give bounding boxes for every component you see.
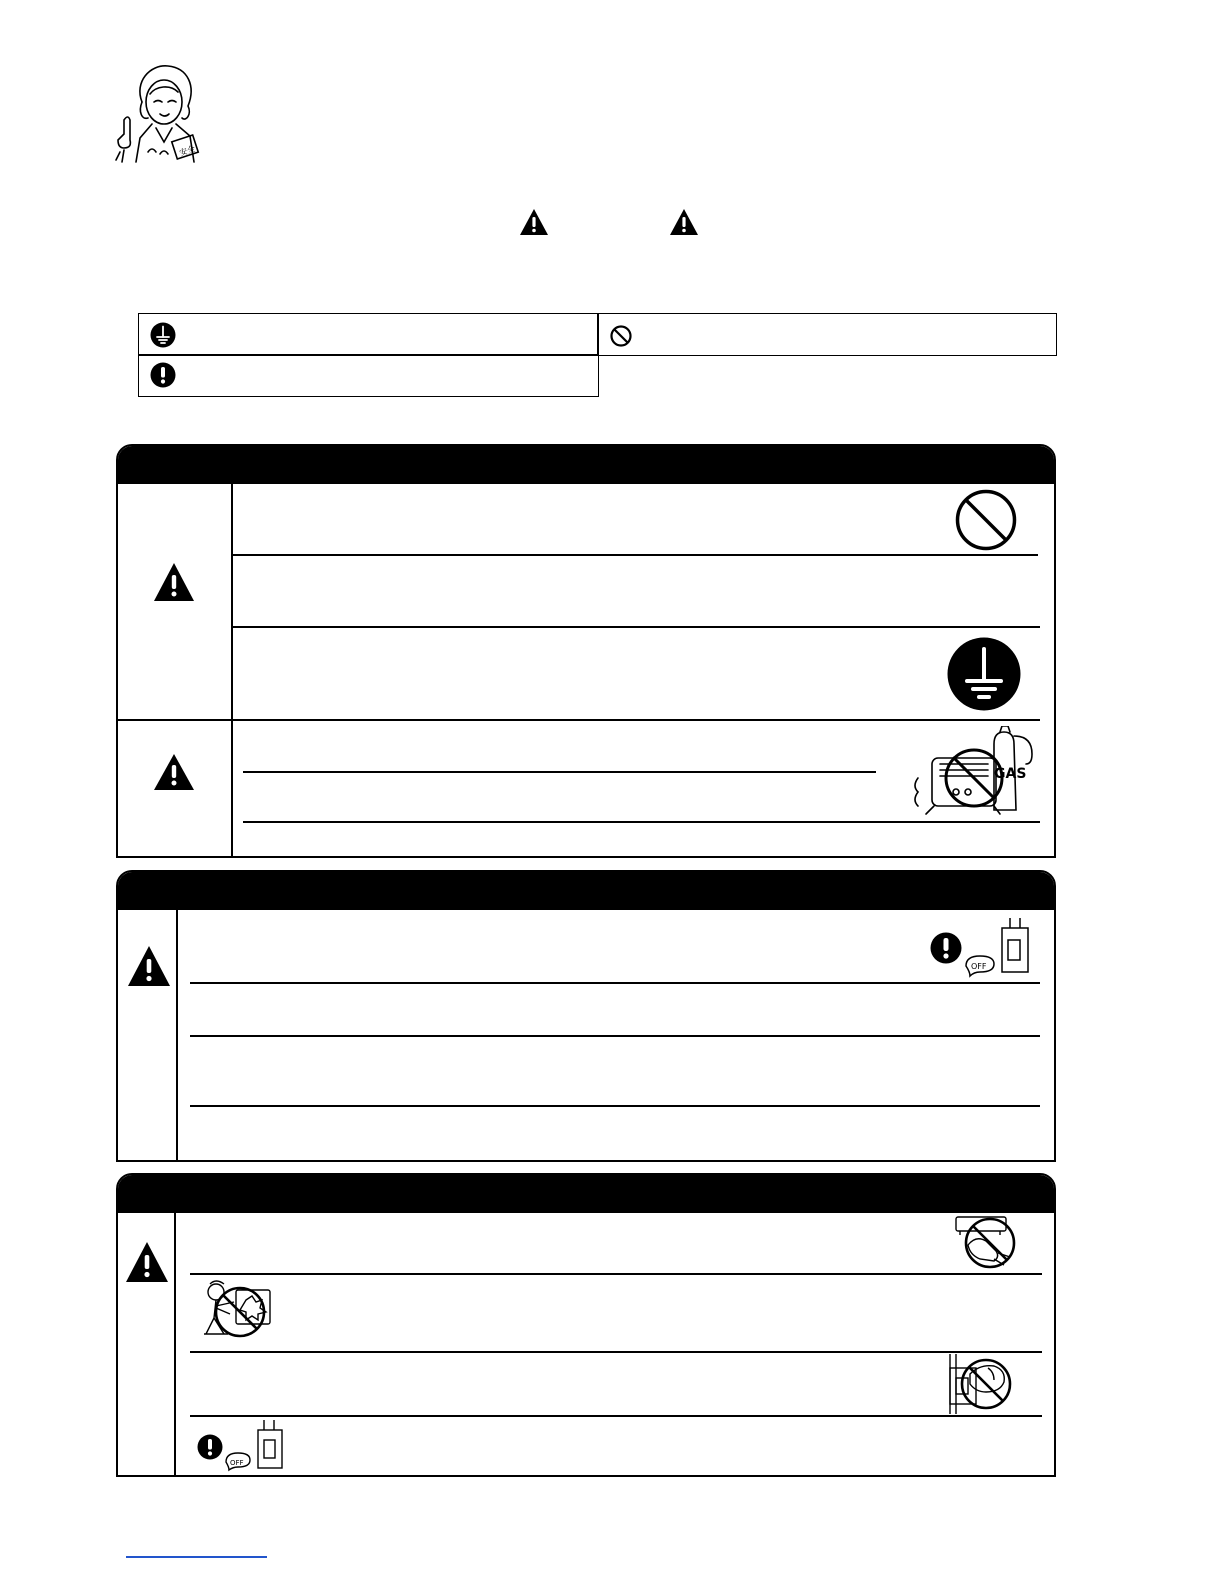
- row-divider: [190, 982, 1040, 984]
- column-divider: [176, 908, 178, 1161]
- character-badge-label: 安全: [178, 144, 197, 158]
- legend-cell-mandatory: [138, 354, 599, 397]
- prohibited-indoor-unit-illustration: [950, 1213, 1022, 1271]
- row-divider: [232, 626, 1040, 628]
- warning-triangle-icon: [127, 945, 171, 987]
- exclamation-circle-icon: [150, 362, 176, 388]
- row-divider: [190, 1273, 1042, 1275]
- gas-label: GAS: [994, 766, 1027, 782]
- row-divider: [118, 719, 1040, 721]
- warning-triangle-icon: [519, 208, 549, 236]
- section-header-bar: [118, 1175, 1054, 1213]
- warning-triangle-icon: [153, 753, 195, 791]
- prohibited-wet-hand-breaker-illustration: [942, 1354, 1024, 1414]
- row-divider: [243, 821, 1040, 823]
- prohibited-circle-icon: [954, 488, 1018, 552]
- prohibited-circle-icon: [610, 325, 632, 347]
- symbol-legend-table: [138, 313, 1057, 397]
- row-divider: [190, 1351, 1042, 1353]
- row-divider: [190, 1035, 1040, 1037]
- section-header-bar: [118, 446, 1054, 484]
- section-header-bar: [118, 872, 1054, 910]
- footer-link-underline: [126, 1556, 267, 1558]
- prohibited-person-illustration: [196, 1278, 278, 1342]
- column-divider: [231, 482, 233, 857]
- legend-cell-ground: [138, 313, 599, 356]
- ground-earth-icon: [947, 637, 1021, 711]
- ground-earth-icon: [150, 322, 176, 348]
- warning-triangle-icon: [669, 208, 699, 236]
- warning-section-electrical: [116, 870, 1056, 1162]
- row-divider: [190, 1415, 1042, 1417]
- gas-cylinder-prohibited-illustration: [904, 726, 1042, 818]
- row-divider: [232, 554, 1038, 556]
- safety-instructor-illustration: [112, 62, 208, 164]
- column-divider: [174, 1211, 176, 1476]
- off-label: OFF: [230, 1459, 244, 1467]
- breaker-off-illustration: [962, 916, 1034, 978]
- row-divider: [243, 771, 876, 773]
- legend-cell-prohibited: [597, 313, 1057, 356]
- warning-triangle-icon: [125, 1241, 169, 1283]
- off-label: OFF: [971, 962, 987, 971]
- warning-triangle-icon: [153, 562, 195, 602]
- breaker-off-illustration: [222, 1418, 288, 1472]
- exclamation-circle-icon: [197, 1434, 223, 1460]
- exclamation-circle-icon: [930, 932, 962, 964]
- row-divider: [190, 1105, 1040, 1107]
